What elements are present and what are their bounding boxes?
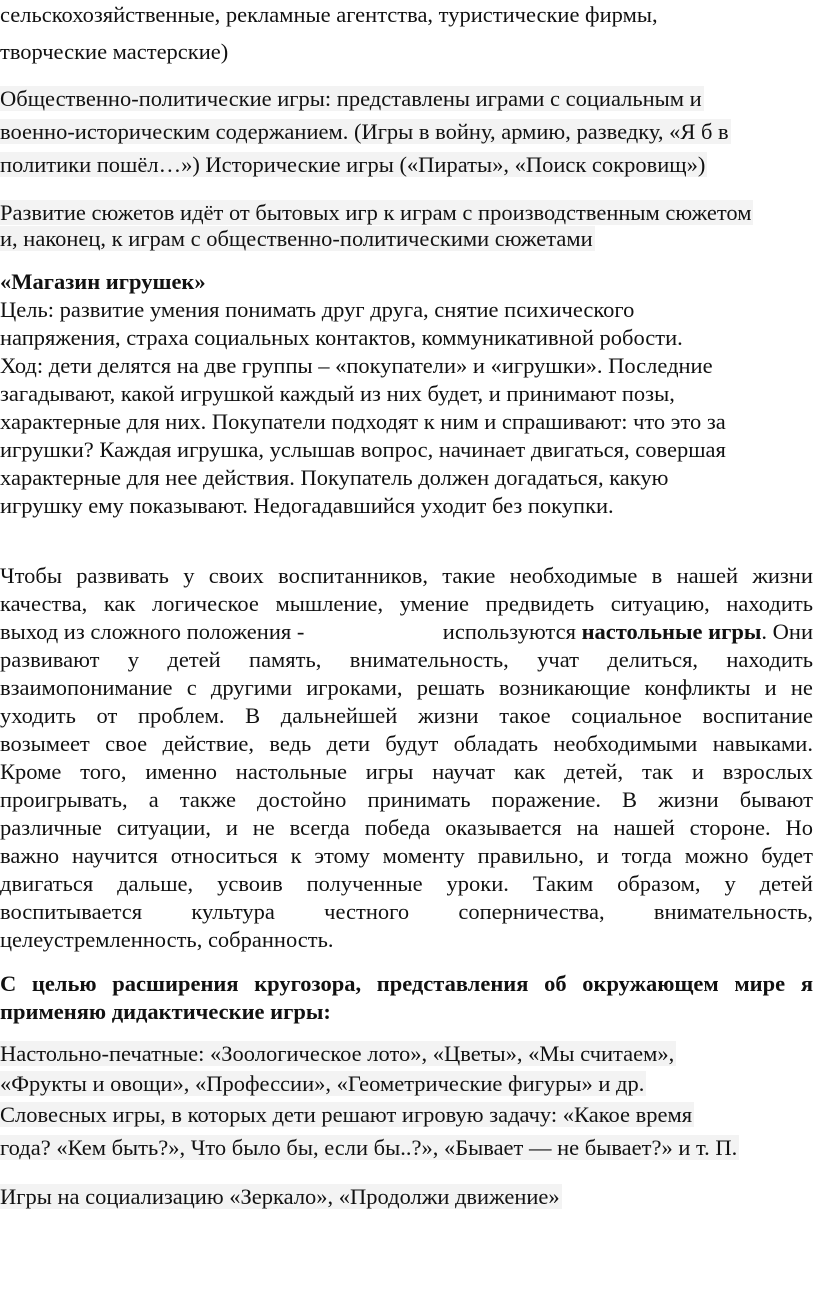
word: такие <box>442 563 496 588</box>
word: ведь <box>269 731 312 756</box>
word: развивают <box>0 647 100 672</box>
word: обладать <box>453 731 538 756</box>
word: соперничества, <box>458 899 605 924</box>
text-line: творческие мастерские) <box>0 39 229 64</box>
word: своих <box>208 563 264 588</box>
word: моменту <box>382 843 465 868</box>
word: возникающие <box>498 675 631 700</box>
word: усвоив <box>217 871 283 896</box>
word: логическое <box>152 591 259 616</box>
highlighted-text: Словесных игры, в которых дети решают игровую задачу: «Какое время <box>0 1102 693 1127</box>
bold-term: настольные игры <box>581 619 762 644</box>
word: и <box>691 759 704 784</box>
justified-line <box>0 590 813 618</box>
word: ситуации, <box>116 815 211 840</box>
word: действие, <box>162 731 255 756</box>
text-segment: выход из сложного положения - <box>0 619 305 644</box>
section-heading: применяю дидактические игры: <box>0 999 331 1024</box>
word: целью <box>31 971 97 996</box>
word: необходимые <box>509 563 638 588</box>
word: всегда <box>289 815 350 840</box>
word: предвидеть <box>485 591 595 616</box>
word: расширения <box>112 971 239 996</box>
word: проблем. <box>137 703 225 728</box>
word: от <box>96 703 118 728</box>
word: и <box>764 675 777 700</box>
word: этому <box>314 843 370 868</box>
word: стороне. <box>689 815 771 840</box>
highlighted-text: Настольно-печатные: «Зоологическое лото», «Цветы», «Мы считаем», <box>0 1041 675 1066</box>
word: представления <box>376 971 529 996</box>
word: В <box>622 787 638 812</box>
word: находить <box>726 591 813 616</box>
word: Но <box>785 815 813 840</box>
word: учат <box>537 647 579 672</box>
word: полученные <box>306 871 423 896</box>
text-line: Цель: развитие умения понимать друг друга, снятие психического <box>0 297 635 322</box>
word: делиться, <box>607 647 699 672</box>
word: воспитание <box>702 703 813 728</box>
word: жизни <box>658 787 719 812</box>
word: необходимыми <box>553 731 698 756</box>
text-line <box>0 1070 646 1098</box>
word: тогда <box>621 843 672 868</box>
word: будет <box>761 843 813 868</box>
word: можно <box>684 843 749 868</box>
text-line <box>0 151 707 179</box>
word: внимательность, <box>349 647 509 672</box>
word: правильно, <box>477 843 584 868</box>
justified-line <box>0 702 813 730</box>
word: как <box>513 759 546 784</box>
word: внимательность, <box>653 899 813 924</box>
text-line: игрушку ему показывают. Недогадавшийся уходит без покупки. <box>0 493 614 518</box>
text-line <box>0 1101 694 1129</box>
word: важно <box>0 843 60 868</box>
word: воспитанников, <box>278 563 428 588</box>
word: окружающем <box>582 971 719 996</box>
word: навыками. <box>712 731 813 756</box>
word: в <box>651 563 663 588</box>
word: культура <box>191 899 275 924</box>
word: другими <box>210 675 293 700</box>
text-line: характерные для нее действия. Покупатель должен догадаться, какую <box>0 465 669 490</box>
word: научится <box>71 843 158 868</box>
word: возымеет <box>0 731 90 756</box>
text-line: характерные для них. Покупатели подходят к ним и спрашивают: что это за <box>0 409 726 434</box>
word: дальше, <box>117 871 194 896</box>
text-line <box>0 1183 562 1211</box>
text-segment <box>443 618 813 646</box>
text-line <box>0 225 595 253</box>
word: детей <box>167 647 221 672</box>
word: нашей <box>676 563 738 588</box>
text-line <box>0 199 753 227</box>
word: двигаться <box>0 871 94 896</box>
word: именно <box>145 759 217 784</box>
text-line: сельскохозяйственные, рекламные агентства, туристические фирмы, <box>0 2 658 27</box>
word: жизни <box>752 563 813 588</box>
word: не <box>252 815 275 840</box>
word: честного <box>324 899 410 924</box>
justified-line <box>0 646 813 674</box>
word: взаимопонимание <box>0 675 173 700</box>
word: будут <box>385 731 439 756</box>
word: нашей <box>613 815 675 840</box>
justified-line <box>0 842 813 870</box>
word: дети <box>326 731 370 756</box>
word: решать <box>416 675 485 700</box>
word: В <box>245 703 261 728</box>
word: мышление, <box>275 591 384 616</box>
text-line: напряжения, страха социальных контактов, коммуникативной робости. <box>0 325 683 350</box>
word: детей, <box>564 759 624 784</box>
highlighted-text: военно-историческим содержанием. (Игры в войну, армию, разведку, «Я б в <box>0 119 729 144</box>
word: и <box>596 843 609 868</box>
word: память, <box>249 647 322 672</box>
word: качества, <box>0 591 88 616</box>
text-line <box>0 1040 676 1068</box>
word: Таким <box>532 871 594 896</box>
text-line: целеустремленность, собранность. <box>0 927 334 952</box>
word: с <box>186 675 197 700</box>
word: воспитывается <box>0 899 143 924</box>
word: образом, <box>617 871 701 896</box>
highlighted-text: года? «Кем быть?», Что было бы, если бы..?», «Бывает — не бывает?» и т. П. <box>0 1135 738 1160</box>
text-line <box>0 1134 739 1162</box>
word: кругозора, <box>254 971 362 996</box>
word: настольные <box>235 759 347 784</box>
justified-line <box>0 730 813 758</box>
word: научат <box>432 759 495 784</box>
word: поражение. <box>491 787 601 812</box>
word: у <box>724 871 736 896</box>
word: также <box>179 787 236 812</box>
word: детей <box>759 871 813 896</box>
word: Чтобы <box>0 563 62 588</box>
justified-line <box>0 870 813 898</box>
word: и <box>225 815 238 840</box>
word: не <box>790 675 813 700</box>
highlighted-text: и, наконец, к играм с общественно-политическими сюжетами <box>0 226 593 251</box>
word: проигрывать, <box>0 787 128 812</box>
word: развивать <box>76 563 169 588</box>
word: жизни <box>417 703 479 728</box>
word: свое <box>105 731 148 756</box>
word: относиться <box>170 843 278 868</box>
section-heading <box>0 970 813 998</box>
word: на <box>576 815 599 840</box>
text-line <box>0 118 731 146</box>
word: ситуацию, <box>610 591 710 616</box>
word: игроками, <box>306 675 403 700</box>
text-line: загадывают, какой игрушкой каждый из них будет, и принимают позы, <box>0 381 675 406</box>
word: мире <box>734 971 786 996</box>
word: а <box>148 787 159 812</box>
word: конфликты <box>644 675 751 700</box>
word: я <box>800 971 813 996</box>
justified-line <box>0 674 813 702</box>
word: различные <box>0 815 102 840</box>
word: достойно <box>257 787 347 812</box>
highlighted-text: Общественно-политические игры: представлены играми с социальным и <box>0 86 702 111</box>
justified-line <box>0 758 813 786</box>
highlighted-text: «Фрукты и овощи», «Профессии», «Геометрические фигуры» и др. <box>0 1071 645 1096</box>
word: взрослых <box>722 759 813 784</box>
word: оказывается <box>445 815 562 840</box>
justified-line <box>0 618 813 646</box>
word: у <box>183 563 195 588</box>
word: победа <box>364 815 431 840</box>
highlighted-text: политики пошёл…») Исторические игры («Пираты», «Поиск сокровищ») <box>0 152 706 177</box>
word: того, <box>80 759 127 784</box>
game-title: «Магазин игрушек» <box>0 269 206 294</box>
word: уходить <box>0 703 76 728</box>
word: принимать <box>367 787 471 812</box>
word: бывают <box>739 787 813 812</box>
word: игры <box>365 759 414 784</box>
word: к <box>290 843 302 868</box>
word: как <box>103 591 136 616</box>
text-line <box>0 85 704 113</box>
word: Кроме <box>0 759 62 784</box>
justified-line <box>0 562 813 590</box>
justified-line <box>0 898 813 926</box>
highlighted-text: Игры на социализацию «Зеркало», «Продолжи движение» <box>0 1184 560 1209</box>
word: у <box>127 647 140 672</box>
word: умение <box>399 591 469 616</box>
word: об <box>544 971 567 996</box>
word: социальное <box>571 703 682 728</box>
word: находить <box>726 647 813 672</box>
word: такое <box>499 703 551 728</box>
justified-line <box>0 814 813 842</box>
justified-line <box>0 786 813 814</box>
text-segment: . Они <box>761 619 813 644</box>
text-segment: используются <box>442 619 576 644</box>
highlighted-text: Развитие сюжетов идёт от бытовых игр к играм с производственным сюжетом <box>0 200 752 225</box>
word: С <box>0 971 17 996</box>
text-line: Ход: дети делятся на две группы – «покупатели» и «игрушки». Последние <box>0 353 713 378</box>
word: уроки. <box>446 871 509 896</box>
word: дальнейшей <box>280 703 398 728</box>
word: так <box>641 759 673 784</box>
text-line: игрушки? Каждая игрушка, услышав вопрос, начинает двигаться, совершая <box>0 437 726 462</box>
